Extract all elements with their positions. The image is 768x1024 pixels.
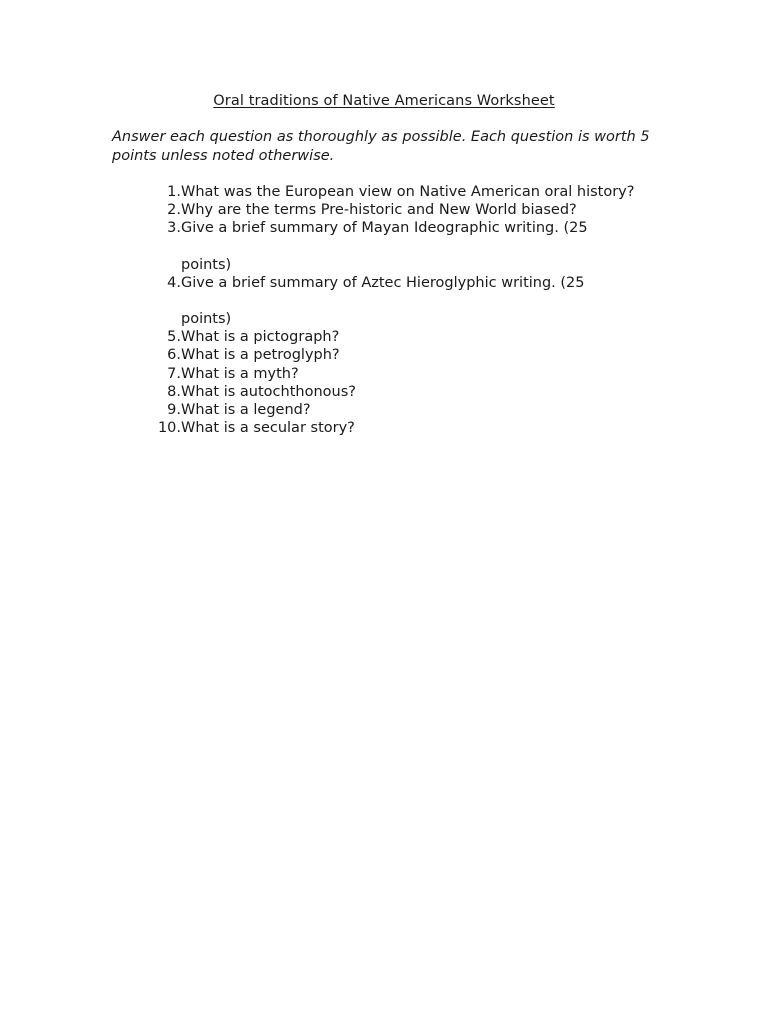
question-text: What is a pictograph? <box>181 329 340 346</box>
question-number: 1. <box>167 184 181 200</box>
question-number: 5. <box>167 329 181 346</box>
question-text: What is autochthonous? <box>181 383 356 400</box>
question-list <box>112 183 672 437</box>
question-number: 6. <box>167 347 181 364</box>
question-text: What was the European view on Native American oral history? <box>181 184 635 200</box>
question-text: What is a petroglyph? <box>181 347 340 364</box>
question-item <box>112 219 672 273</box>
question-number: 3. <box>167 220 181 237</box>
question-item <box>112 346 672 364</box>
question-text: Give a brief summary of Mayan Ideographic writing. (25 <box>181 220 588 237</box>
question-item <box>112 201 672 219</box>
question-item <box>112 383 672 401</box>
question-text: What is a myth? <box>181 365 299 382</box>
question-number: 9. <box>167 402 181 419</box>
question-item <box>112 419 672 437</box>
question-item <box>112 183 672 201</box>
question-item <box>112 328 672 346</box>
question-item <box>112 401 672 419</box>
question-number: 7. <box>167 365 181 382</box>
worksheet-instructions: Answer each question as thoroughly as possible. Each question is worth 5 points unless noted otherwise. <box>112 129 650 164</box>
question-text: Give a brief summary of Aztec Hieroglyphic writing. (25 <box>181 274 585 291</box>
question-number: 2. <box>167 202 181 219</box>
question-text: What is a legend? <box>181 402 311 419</box>
question-number: 8. <box>167 383 181 400</box>
question-number: 10. <box>157 420 181 437</box>
question-item <box>112 365 672 383</box>
worksheet-title: Oral traditions of Native Americans Worksheet <box>213 93 555 109</box>
question-text-continuation: points) <box>181 256 232 273</box>
question-number: 4. <box>167 274 181 291</box>
question-text-continuation: points) <box>181 311 232 328</box>
question-item <box>112 274 672 328</box>
question-text: Why are the terms Pre-historic and New World biased? <box>181 202 577 219</box>
question-text: What is a secular story? <box>181 420 355 437</box>
